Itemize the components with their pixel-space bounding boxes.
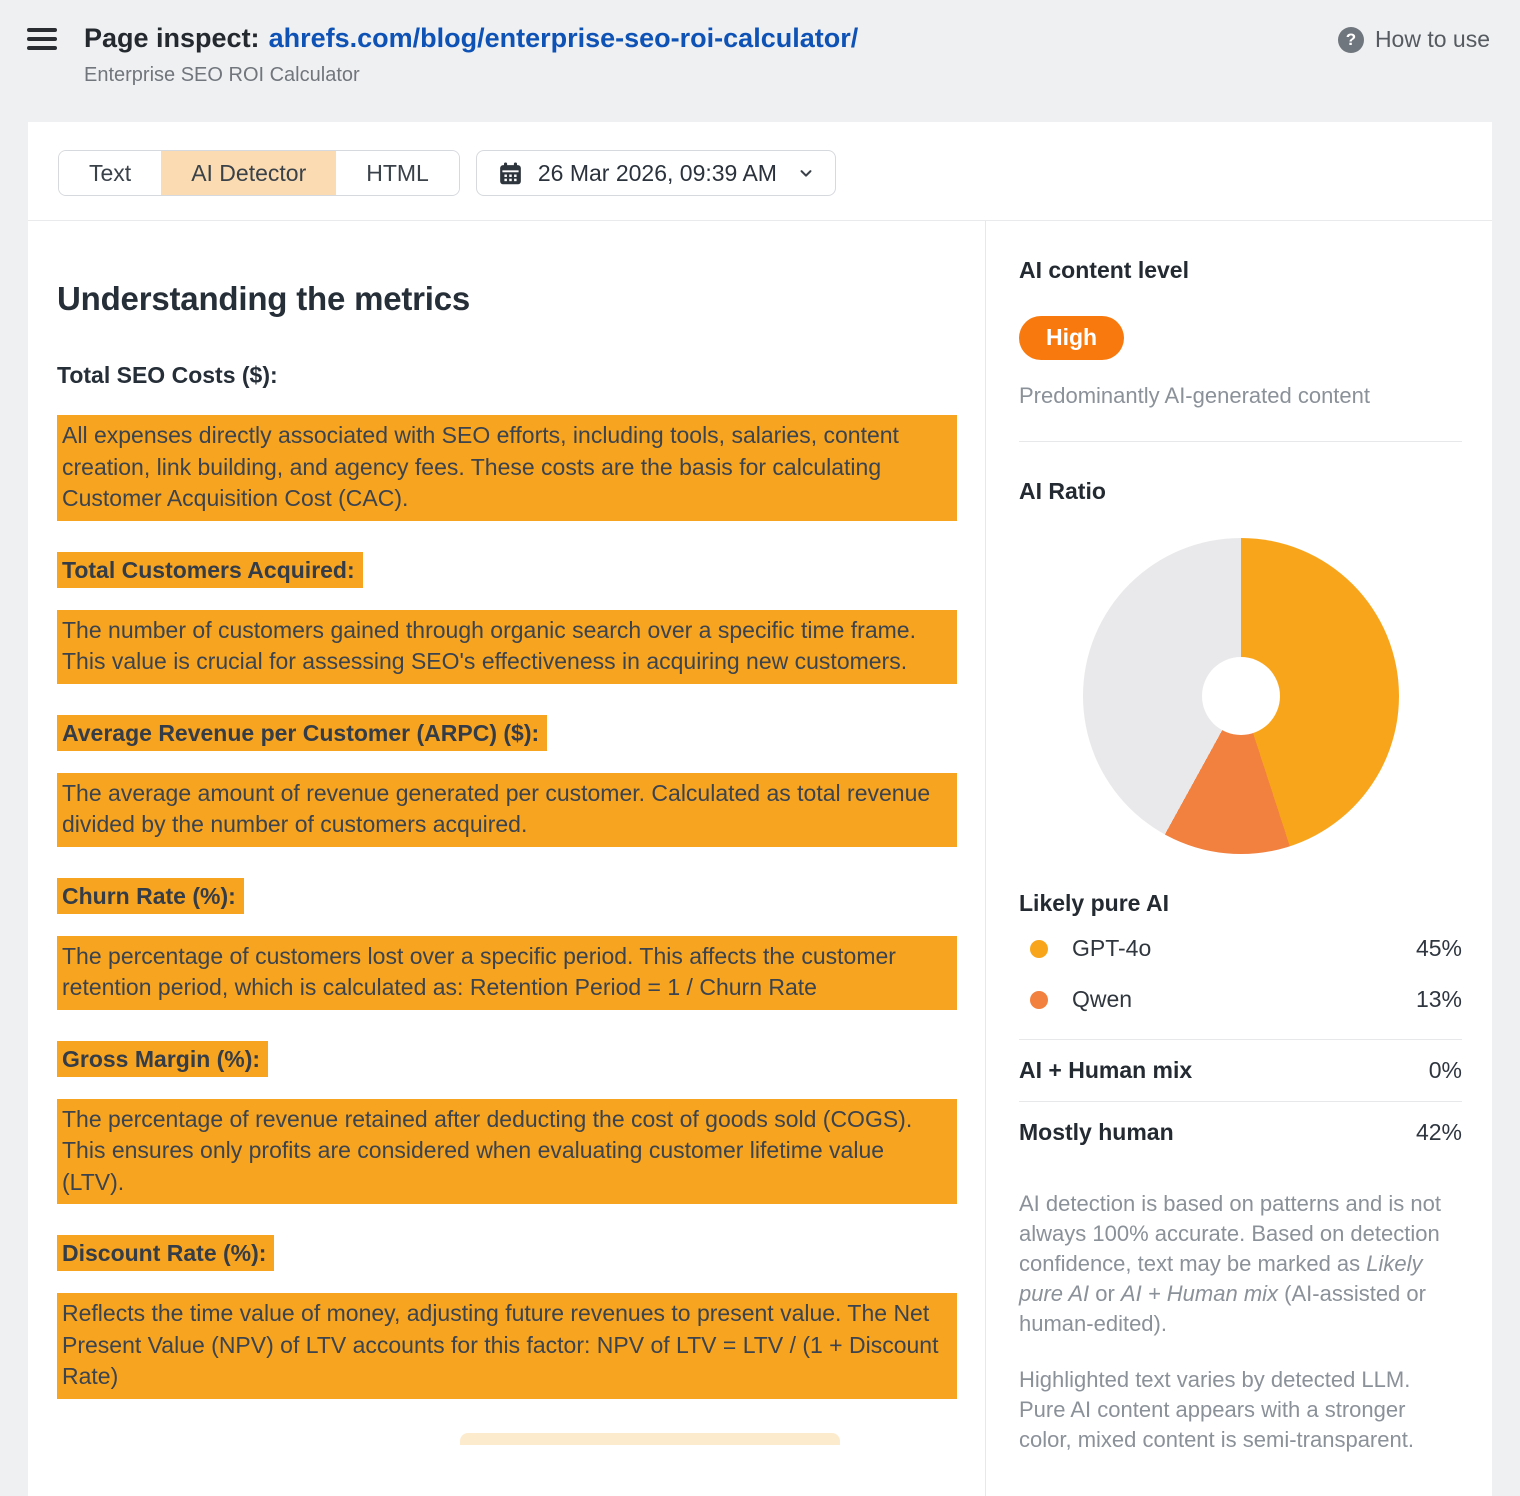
section-heading: Discount Rate (%): xyxy=(57,1240,957,1266)
article-content xyxy=(28,221,985,1496)
ai-content-level-heading: AI content level xyxy=(1019,257,1189,283)
page-subtitle: Enterprise SEO ROI Calculator xyxy=(84,64,360,86)
page-title-prefix: Page inspect: xyxy=(84,23,260,53)
likely-pure-ai-heading: Likely pure AI xyxy=(1019,890,1169,916)
legend-row-gpt4o xyxy=(1019,923,1462,974)
donut-hole xyxy=(1202,657,1280,735)
qwen-dot-icon xyxy=(1030,991,1048,1009)
legend-value: 45% xyxy=(1415,935,1462,961)
ai-ratio-heading: AI Ratio xyxy=(1019,478,1106,504)
calendar-icon xyxy=(497,160,524,187)
page-titles xyxy=(84,21,858,87)
tab-ai-detector[interactable]: AI Detector xyxy=(161,151,336,195)
chevron-down-icon xyxy=(797,164,815,182)
stat-label: AI + Human mix xyxy=(1019,1057,1193,1083)
tab-text[interactable]: Text xyxy=(59,151,161,195)
section-heading: Average Revenue per Customer (ARPC) ($): xyxy=(57,720,957,746)
tab-html[interactable]: HTML xyxy=(336,151,459,195)
legend-row-qwen xyxy=(1019,974,1462,1025)
section-heading: Total Customers Acquired: xyxy=(57,557,957,583)
date-picker-button[interactable] xyxy=(476,150,836,196)
highlight-explanation-footnote: Highlighted text varies by detected LLM. Pure AI content appears with a stronger color, mixed content is semi-transparent. xyxy=(1019,1367,1414,1452)
partial-next-highlight xyxy=(460,1433,840,1445)
top-header xyxy=(0,0,1520,122)
mostly-human-row xyxy=(1019,1102,1462,1163)
ai-detection-footnote: AI detection is based on patterns and is not always 100% accurate. Based on detection confidence, text may be marked as Likely pure AI or AI + Human mix (AI-assisted or human-edited). xyxy=(1019,1191,1441,1336)
inspected-url-link[interactable]: ahrefs.com/blog/enterprise-seo-roi-calculator/ xyxy=(268,23,859,53)
ai-level-badge: High xyxy=(1019,316,1124,360)
legend-label: Qwen xyxy=(1072,986,1133,1012)
ai-level-description: Predominantly AI-generated content xyxy=(1019,383,1371,408)
highlighted-paragraph: Reflects the time value of money, adjusting future revenues to present value. The Net Present Value (NPV) of LTV accounts for this factor: NPV of LTV = LTV / (1 + Discount Rate) xyxy=(57,1293,957,1399)
inspect-card xyxy=(28,122,1492,1496)
ai-detector-panel xyxy=(985,221,1492,1496)
section-heading: Gross Margin (%): xyxy=(57,1046,957,1072)
stat-value: 42% xyxy=(1415,1119,1462,1145)
ai-human-mix-row xyxy=(1019,1040,1462,1101)
question-circle-icon: ? xyxy=(1338,27,1364,53)
highlighted-paragraph: The percentage of customers lost over a specific period. This affects the customer retention period, which is calculated as: Retention Period = 1 / Churn Rate xyxy=(57,936,957,1010)
highlighted-paragraph: All expenses directly associated with SEO efforts, including tools, salaries, content creation, link building, and agency fees. These costs are the basis for calculating Customer Acquisition Cost (CAC). xyxy=(57,415,957,521)
divider xyxy=(1019,441,1462,442)
toolbar xyxy=(28,122,1492,221)
legend-label: GPT-4o xyxy=(1072,935,1152,961)
highlighted-paragraph: The number of customers gained through organic search over a specific time frame. This value is crucial for assessing SEO's effectiveness in acquiring new customers. xyxy=(57,610,957,684)
highlighted-paragraph: The average amount of revenue generated per customer. Calculated as total revenue divided by the number of customers acquired. xyxy=(57,773,957,847)
legend-value: 13% xyxy=(1415,986,1462,1012)
stat-label: Mostly human xyxy=(1019,1119,1174,1145)
page-title xyxy=(84,21,858,55)
stat-value: 0% xyxy=(1428,1057,1462,1083)
section-heading: Churn Rate (%): xyxy=(57,883,957,909)
ai-ratio-chart xyxy=(1083,538,1399,854)
gpt4o-dot-icon xyxy=(1030,940,1048,958)
view-mode-tabs xyxy=(58,150,460,196)
article-heading: Understanding the metrics xyxy=(57,280,471,317)
highlighted-paragraph: The percentage of revenue retained after deducting the cost of goods sold (COGS). This ensures only profits are considered when evaluating customer lifetime value (LTV). xyxy=(57,1099,957,1205)
how-to-use-label: How to use xyxy=(1374,26,1490,52)
menu-icon[interactable] xyxy=(27,28,57,52)
section-heading: Total SEO Costs ($): xyxy=(57,362,278,388)
how-to-use-button[interactable] xyxy=(1338,26,1490,53)
date-picker-value: 26 Mar 2026, 09:39 AM xyxy=(537,159,777,186)
